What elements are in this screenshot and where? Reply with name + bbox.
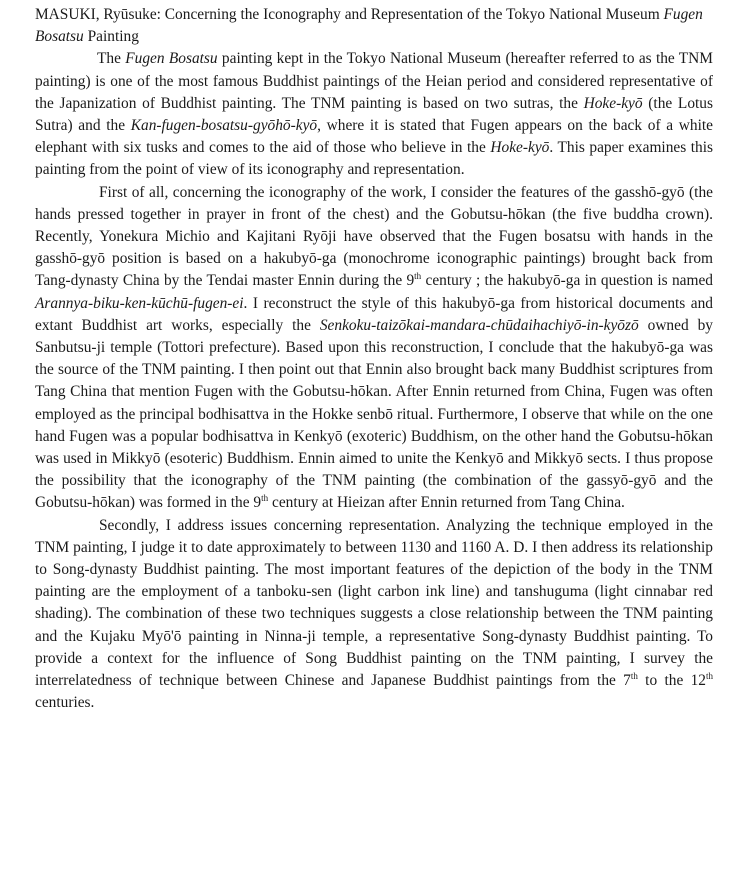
italic-term: Senkoku-taizōkai-mandara-chūdaihachiyō-in-kyōzō	[319, 316, 639, 334]
text-run: century ; the hakubyō-ga in question is named	[421, 272, 713, 290]
text-run: First of all, concerning the iconography of the work, I consider the features of the gasshō-gyō (the hands pressed together in prayer in front of the chest) and the Gobutsu-hōkan (the five buddha crown). Recently, Yonekura Michio and Kajitani Ryōji have observed that the Fugen bosatsu with hands in the gasshō-gyō position is based on a hakubyō-ga (monochrome iconographic paintings) brought back from Tang-dynasty China by the Tendai master Ennin during the 9	[35, 183, 713, 290]
text-run: . I reconstruct the style of this hakubyō-ga from historical documents and extant Buddhist art works, especially the	[35, 294, 713, 334]
text-run: The	[97, 50, 126, 68]
title-italic: Fugen Bosatsu	[35, 6, 703, 46]
article-title	[35, 4, 713, 48]
text-run: centuries.	[35, 694, 95, 712]
abstract-page	[35, 4, 713, 715]
superscript: th	[414, 271, 422, 282]
text-run: to the 12	[637, 672, 706, 690]
italic-term: Fugen Bosatsu	[125, 50, 218, 68]
title-text: : Concerning the Iconography and Representation of the Tokyo National Museum	[156, 6, 664, 23]
paragraph-2	[35, 182, 713, 515]
text-run: century at Hieizan after Ennin returned from Tang China.	[268, 494, 625, 512]
text-run: painting kept in the Tokyo National Museum (hereafter referred to as the TNM painting) is one of the most famous Buddhist paintings of the Heian period and considered representative of the Japanization of Buddhist painting. The TNM painting is based on two sutras, the	[35, 50, 713, 112]
italic-term: Hoke-kyō	[583, 94, 643, 112]
italic-term: Kan-fugen-bosatsu-gyōhō-kyō	[130, 117, 318, 135]
text-run: (the Lotus Sutra) and the	[35, 94, 713, 135]
italic-term: Arannya-biku-ken-kūchū-fugen-ei	[35, 294, 244, 312]
paragraph-3	[35, 515, 713, 715]
author-name: MASUKI, Ryūsuke	[35, 6, 157, 23]
text-run: Secondly, I address issues concerning representation. Analyzing the technique employed in the TNM painting, I judge it to date approximately to between 1130 and 1160 A. D. I then address its relationship to Song-dynasty Buddhist painting. The most important features of the depiction of the body in the TNM painting are the employment of a tanboku-sen (light carbon ink line) and tanshuguma (light cinnabar red shading). The combination of these two techniques suggests a close relationship between the TNM painting and the Kujaku Myō'ō painting in Ninna-ji temple, a representative Song-dynasty Buddhist painting. To provide a context for the influence of Song Buddhist painting on the TNM painting, I survey the interrelatedness of technique between Chinese and Japanese Buddhist paintings from the 7	[35, 516, 713, 690]
superscript: th	[705, 670, 713, 681]
text-run: owned by Sanbutsu-ji temple (Tottori prefecture). Based upon this reconstruction, I conclude that the hakubyō-ga was the source of the TNM painting. I then point out that Ennin also brought back many Buddhist scriptures from Tang China that mention Fugen with the Gobutsu-hōkan. After Ennin returned from China, Fugen was often employed as the principal bodhisattva in the Hokke senbō ritual. Furthermore, I observe that while on the one hand Fugen was a popular bodhisattva in Kenkyō (exoteric) Buddhism, on the other hand the Gobutsu-hōkan was used in Mikkyō (esoteric) Buddhism. Ennin aimed to unite the Kenkyō and Mikkyō sects. I thus propose the possibility that the iconography of the TNM painting (the combination of the gassyō-gyō and the Gobutsu-hōkan) was formed in the 9	[35, 316, 713, 512]
text-run: , where it is stated that Fugen appears on the back of a white elephant with six tusks and comes to the aid of those who believe in the	[35, 117, 713, 157]
paragraph-1	[35, 48, 713, 181]
text-run: . This paper examines this painting from the point of view of its iconography and representation.	[35, 139, 713, 179]
superscript: th	[261, 493, 269, 504]
italic-term: Hoke-kyō	[490, 139, 550, 157]
superscript: th	[630, 670, 638, 681]
title-text-end: Painting	[83, 28, 139, 46]
